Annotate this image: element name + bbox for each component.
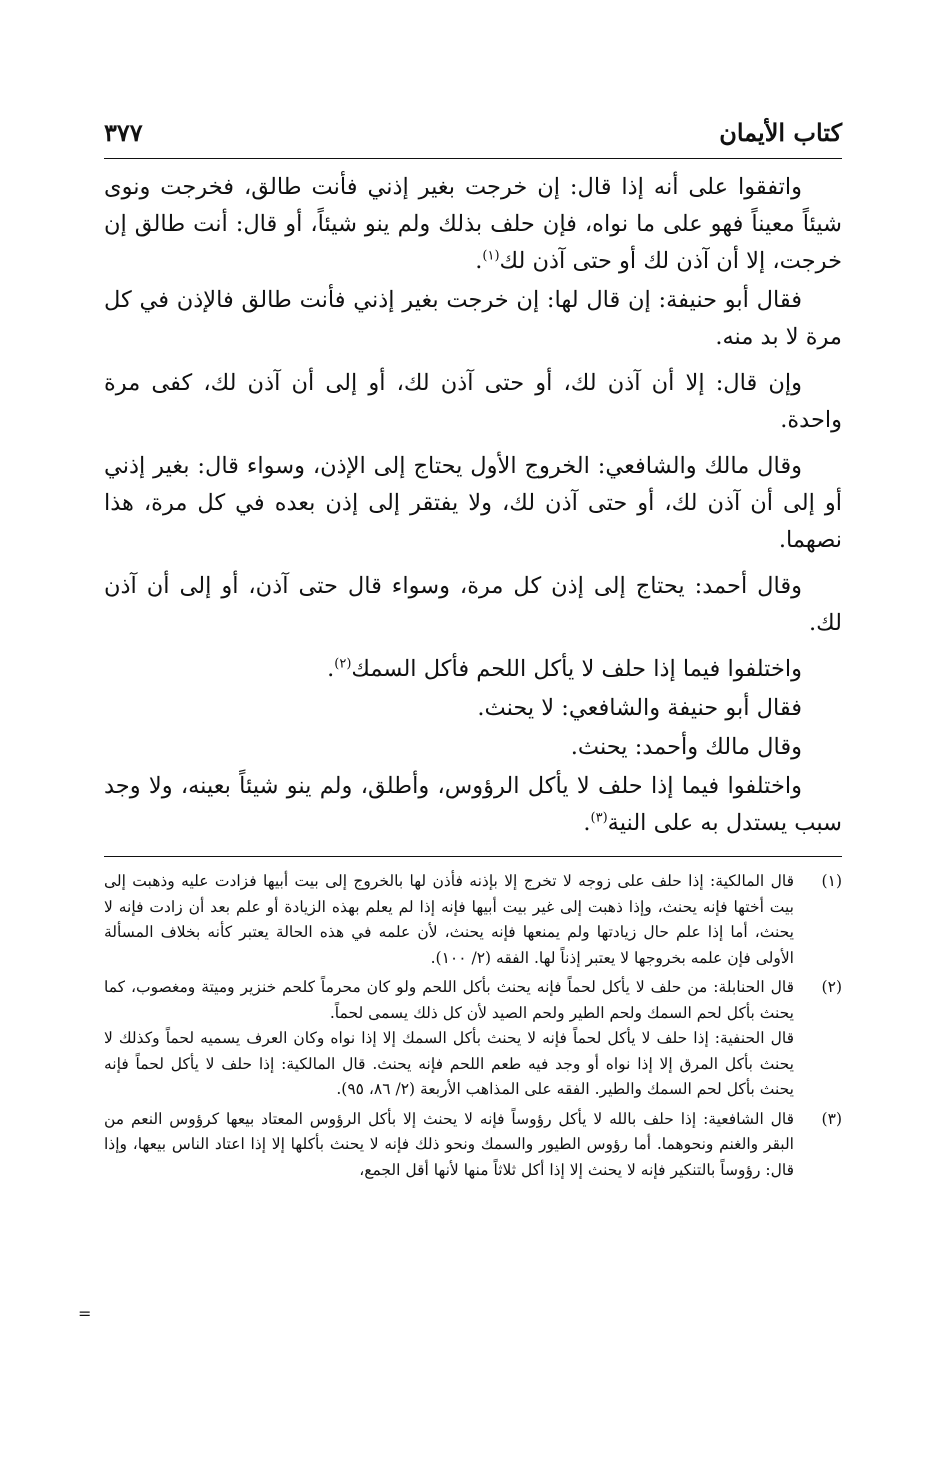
paragraph: وقال أحمد: يحتاج إلى إذن كل مرة، وسواء قال حتى آذن، أو إلى أن آذن لك. — [104, 573, 842, 636]
footnote-body — [104, 869, 794, 971]
footnote-text: قال الحنفية: إذا حلف لا يأكل لحماً فإنه لا يحنث بأكل السمك إلا إذا نواه وكان العرف يسميه لحماً وكذلك لا يحنث بأكل المرق إلا إذا نواه أو وجد فيه طعم اللحم فإنه يحنث. قال المالكية: إذا حلف لا يأكل لحماً فإنه يحنث بأكل لحم السمك والطير. الفقه على المذاهب الأربعة (٢/ ٨٦، ٩٥). — [104, 1029, 794, 1098]
paragraph: فقال أبو حنيفة والشافعي: لا يحنث. — [477, 695, 802, 721]
paragraph-text: واختلفوا فيما إذا حلف لا يأكل الرؤوس، وأطلق، ولم ينو شيئاً بعينه، ولا وجد سبب يستدل به على النية — [104, 773, 842, 836]
footnotes — [104, 869, 842, 1183]
footnote-text: قال المالكية: إذا حلف على زوجه لا تخرج إلا بإذنه فأذن لها بالخروج إلى بيت أبيها فزادت عليه وذهبت إلى بيت أختها فإنه يحنث، وإذا ذهبت إلى غير بيت أبيها فإنه إذا لم يعلم بهذه الزيادة أو علم بعد أن زادت فإنه لا يحنث، أما إذا علم حال زيادتها ولم يمنعها فإنه يحنث، لأن علمه في هذه الحالة يعتبر كأنه بخلاف المسألة الأولى فإن علمه بخروجها لا يعتبر إذناً لها. الفقه (٢/ ١٠٠). — [104, 872, 794, 967]
footnote-text: قال الشافعية: إذا حلف بالله لا يأكل رؤوساً فإنه لا يحنث إلا بأكل الرؤوس المعتاد بيعها كرؤوس النعم من البقر والغنم ونحوهما. أما رؤوس الطيور والسمك ونحو ذلك فإنه لا يحنث بأكلها إلا إذا اعتاد الناس بيعها، وإذا قال: رؤوساً بالتنكير فإنه لا يحنث إلا إذا أكل ثلاثاً منها لأنها أقل الجمع، — [104, 1109, 794, 1179]
paragraph-text: واختلفوا فيما إذا حلف لا يأكل اللحم فأكل السمك — [351, 656, 802, 682]
paragraph-end: . — [583, 810, 591, 836]
paragraph — [104, 651, 842, 688]
paragraph: فقال أبو حنيفة: إن قال لها: إن خرجت بغير إذني فأنت طالق فالإذن في كل مرة لا بد منه. — [104, 287, 842, 350]
paragraph: وقال مالك وأحمد: يحنث. — [570, 734, 802, 760]
paragraph — [104, 169, 842, 280]
footnote-body — [104, 975, 794, 1103]
continuation-mark: = — [78, 1304, 92, 1323]
footnote — [104, 1107, 842, 1184]
paragraph — [104, 768, 842, 842]
footnote — [104, 975, 842, 1103]
footnote-separator — [104, 856, 842, 857]
footnote-text: قال الحنابلة: من حلف لا يأكل لحماً فإنه يحنث بأكل اللحم ولو كان محرماً كلحم خنزير وميتة ومغصوب، كما يحنث بأكل لحم السمك ولحم الطير ولحم الصيد لأن كل ذلك يسمى لحماً. — [104, 978, 794, 1022]
paragraph: وإن قال: إلا أن آذن لك، أو حتى آذن لك، أو إلى أن آذن لك، كفى مرة واحدة. — [104, 370, 842, 433]
paragraph-text: واتفقوا على أنه إذا قال: إن خرجت بغير إذني فأنت طالق، فخرجت ونوى شيئاً معيناً فهو على ما نواه، فإن حلف بذلك ولم ينو شيئاً، أو قال: أنت طالق إن خرجت، إلا أن آذن لك أو حتى آذن لك — [104, 174, 842, 274]
paragraph-end: . — [327, 656, 335, 682]
footnote-ref[interactable]: (١) — [482, 248, 500, 264]
page-number: ٣٧٧ — [104, 118, 143, 147]
footnote — [104, 869, 842, 971]
paragraph-end: . — [475, 248, 483, 274]
footnote-number: (١) — [821, 872, 842, 890]
footnote-body — [104, 1107, 794, 1184]
header-rule — [104, 158, 842, 159]
running-header — [104, 118, 842, 154]
footnote-number: (٣) — [821, 1109, 842, 1128]
footnote-ref[interactable]: (٢) — [334, 656, 352, 672]
footnote-number: (٢) — [821, 978, 842, 996]
footnote-ref[interactable]: (٣) — [590, 810, 608, 826]
book-page — [104, 118, 842, 1187]
chapter-title: كتاب الأيمان — [719, 118, 842, 147]
main-text — [104, 169, 842, 842]
paragraph: وقال مالك والشافعي: الخروج الأول يحتاج إلى الإذن، وسواء قال: بغير إذني أو إلى أن آذن لك، أو حتى آذن لك، ولا يفتقر إلى إذن بعده في كل مرة، هذا نصهما. — [104, 453, 842, 553]
